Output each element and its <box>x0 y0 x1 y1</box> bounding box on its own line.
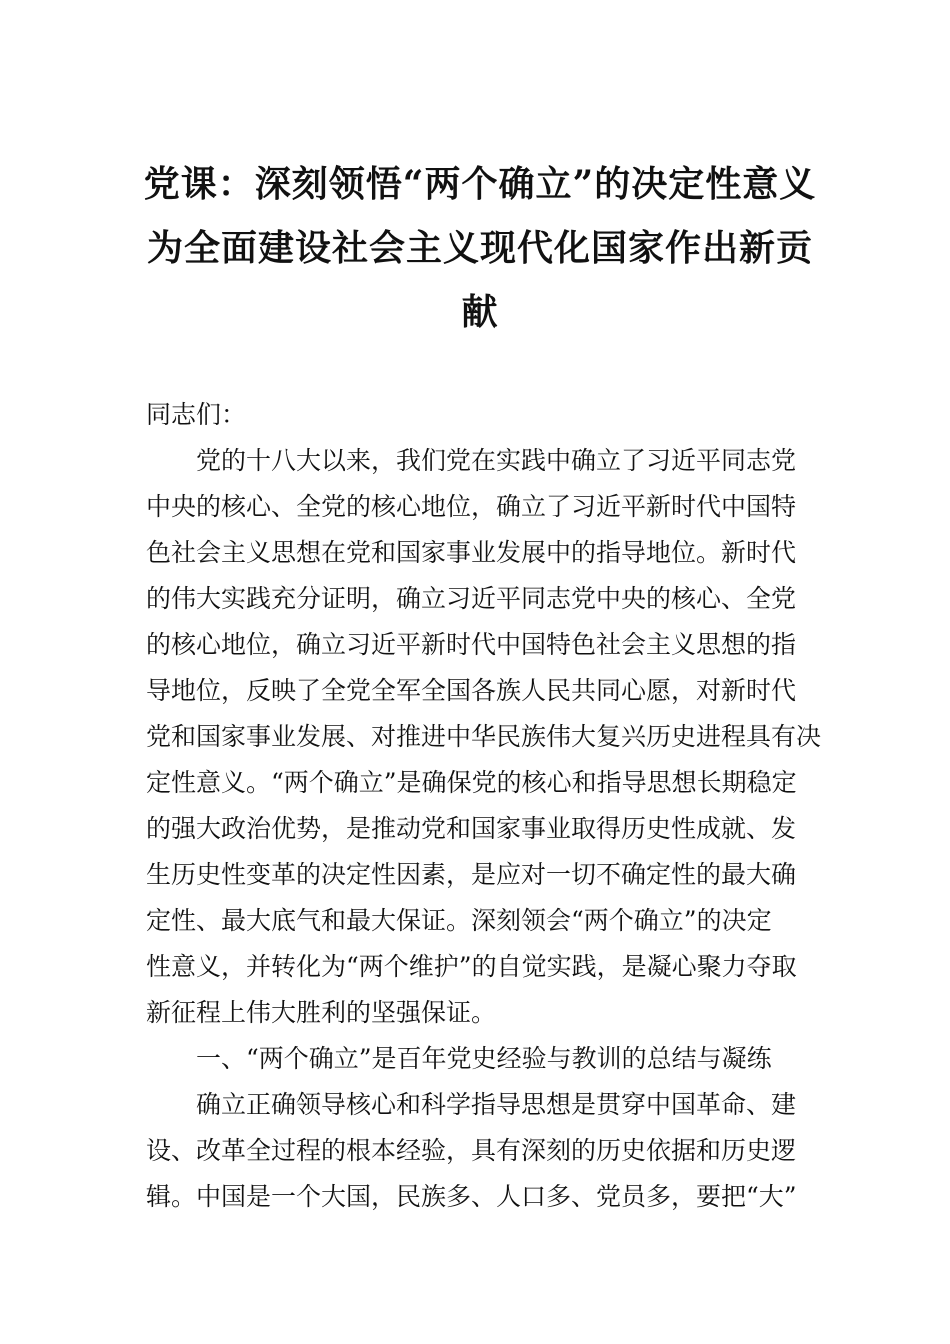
paragraph-1-line: 导地位，反映了全党全军全国各族人民共同心愿，对新时代 <box>146 676 797 705</box>
salutation: 同志们： <box>146 400 247 429</box>
title-line-2: 为全面建设社会主义现代化国家作出新贡 <box>146 227 813 269</box>
paragraph-1-line: 生历史性变革的决定性因素，是应对一切不确定性的最大确 <box>146 860 797 889</box>
document-body <box>146 392 836 1220</box>
section-heading: 一、“两个确立”是百年党史经验与教训的总结与凝练 <box>196 1044 772 1073</box>
paragraph-1-line: 中央的核心、全党的核心地位，确立了习近平新时代中国特 <box>146 492 797 521</box>
paragraph-1-line: 党和国家事业发展、对推进中华民族伟大复兴历史进程具有决 <box>146 722 822 751</box>
title-line-1: 党课：深刻领悟“两个确立”的决定性意义 <box>143 163 817 205</box>
paragraph-1-line: 定性、最大底气和最大保证。深刻领会“两个确立”的决定 <box>146 906 772 935</box>
document-title <box>140 152 820 344</box>
paragraph-1-line: 色社会主义思想在党和国家事业发展中的指导地位。新时代 <box>146 538 797 567</box>
paragraph-2-line: 确立正确领导核心和科学指导思想是贯穿中国革命、建 <box>196 1090 797 1119</box>
paragraph-1-line: 的核心地位，确立习近平新时代中国特色社会主义思想的指 <box>146 630 797 659</box>
paragraph-1-line: 的伟大实践充分证明，确立习近平同志党中央的核心、全党 <box>146 584 797 613</box>
paragraph-2-line: 设、改革全过程的根本经验，具有深刻的历史依据和历史逻 <box>146 1136 797 1165</box>
paragraph-1-line: 的强大政治优势，是推动党和国家事业取得历史性成就、发 <box>146 814 797 843</box>
paragraph-2-line: 辑。中国是一个大国，民族多、人口多、党员多，要把“大” <box>146 1182 797 1211</box>
paragraph-1-line: 新征程上伟大胜利的坚强保证。 <box>146 998 497 1027</box>
paragraph-1-line: 党的十八大以来，我们党在实践中确立了习近平同志党 <box>196 446 797 475</box>
paragraph-1-line: 性意义，并转化为“两个维护”的自觉实践，是凝心聚力夺取 <box>146 952 797 981</box>
title-line-3: 献 <box>461 291 499 333</box>
paragraph-1-line: 定性意义。“两个确立”是确保党的核心和指导思想长期稳定 <box>146 768 797 797</box>
